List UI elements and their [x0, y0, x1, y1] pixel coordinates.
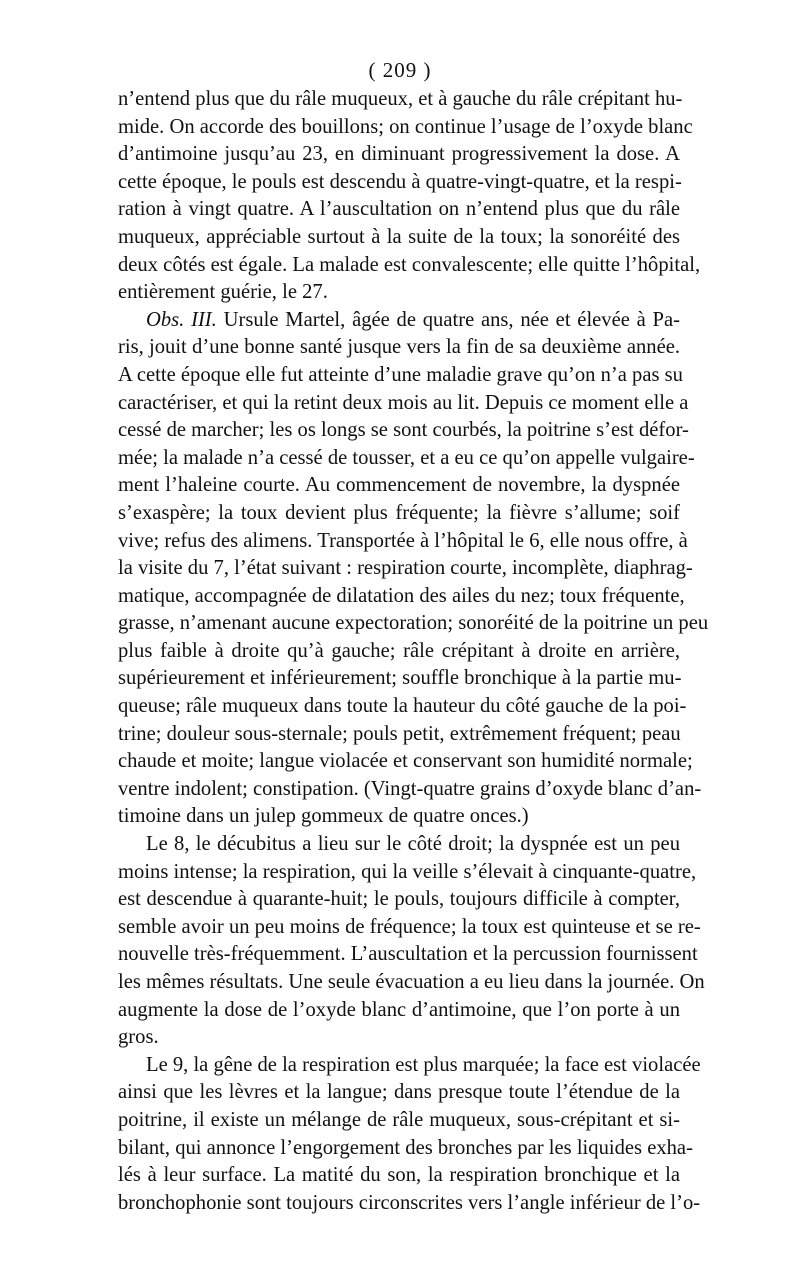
text-line: mide. On accorde des bouillons; on continue l’usage de l’oxyde blanc — [118, 115, 693, 138]
text-line: ris, jouit d’une bonne santé jusque vers la fin de sa deuxième année. — [118, 336, 680, 359]
text-line: muqueux, appréciable surtout à la suite de la toux; la sonoréité des — [118, 225, 680, 248]
text-line: moins intense; la respiration, qui la veille s’élevait à cinquante-quatre, — [118, 860, 697, 883]
text-line: queuse; râle muqueux dans toute la hauteur du côté gauche de la poi- — [118, 695, 687, 718]
text-line: n’entend plus que du râle muqueux, et à gauche du râle crépitant hu- — [118, 88, 683, 110]
text-line: chaude et moite; langue violacée et conservant son humidité normale; — [118, 750, 693, 773]
text-line: vive; refus des alimens. Transportée à l’hôpital le 6, elle nous offre, à — [118, 529, 688, 552]
text-line: lés à leur surface. La matité du son, la respiration bronchique et la — [118, 1164, 680, 1187]
text-line: ment l’haleine courte. Au commencement de novembre, la dyspnée — [118, 474, 680, 497]
text-line: gros. — [118, 1026, 159, 1049]
text-line: semble avoir un peu moins de fréquence; la toux est quinteuse et se re- — [118, 915, 701, 938]
text-line: nouvelle très-fréquemment. L’auscultation et la percussion fournissent — [118, 943, 698, 966]
paragraph-continuation — [118, 86, 701, 307]
text-line: est descendue à quarante-huit; le pouls, toujours difficile à compter, — [118, 888, 680, 911]
text-line: mée; la malade n’a cessé de tousser, et a eu ce qu’on appelle vulgaire- — [118, 446, 695, 469]
text-line: caractériser, et qui la retint deux mois au lit. Depuis ce moment elle a — [118, 391, 689, 414]
text-line: ration à vingt quatre. A l’auscultation on n’entend plus que du râle — [118, 198, 680, 221]
text-line: matique, accompagnée de dilatation des ailes du nez; toux fréquente, — [118, 584, 685, 607]
body-text — [118, 86, 709, 1217]
text-line: plus faible à droite qu’à gauche; râle crépitant à droite en arrière, — [118, 639, 680, 662]
text-line: d’antimoine jusqu’au 23, en diminuant progressivement la dose. A — [118, 143, 680, 166]
text-line: supérieurement et inférieurement; souffle bronchique à la partie mu- — [118, 667, 682, 690]
text-line: Le 9, la gêne de la respiration est plus marquée; la face est violacée — [146, 1053, 701, 1076]
text-line-first — [118, 307, 680, 335]
paragraph-day-8 — [118, 831, 705, 1052]
text-line: deux côtés est égale. La malade est convalescente; elle quitte l’hôpital, — [118, 253, 701, 276]
text-line: timoine dans un julep gommeux de quatre onces.) — [118, 805, 529, 828]
text-line: Le 8, le décubitus a lieu sur le côté droit; la dyspnée est un peu — [146, 833, 680, 856]
text-line: cessé de marcher; les os longs se sont courbés, la poitrine s’est défor- — [118, 419, 689, 442]
page-number: ( 209 ) — [368, 58, 432, 82]
text-line: trine; douleur sous-sternale; pouls petit, extrêmement fréquent; peau — [118, 722, 681, 745]
text-line: ventre indolent; constipation. (Vingt-quatre grains d’oxyde blanc d’an- — [118, 777, 702, 800]
text-line: ainsi que les lèvres et la langue; dans presque toute l’étendue de la — [118, 1081, 680, 1104]
text-line: augmente la dose de l’oxyde blanc d’antimoine, que l’on porte à un — [118, 998, 680, 1021]
text-line: bilant, qui annonce l’engorgement des bronches par les liquides exha- — [118, 1136, 693, 1159]
text-line: grasse, n’amenant aucune expectoration; sonoréité de la poitrine un peu — [118, 612, 709, 635]
text-line: entièrement guérie, le 27. — [118, 281, 328, 304]
text-line: s’exaspère; la toux devient plus fréquente; la fièvre s’allume; soif — [118, 501, 680, 524]
text-line: A cette époque elle fut atteinte d’une maladie grave qu’on n’a pas su — [118, 363, 683, 386]
text-line: cette époque, le pouls est descendu à quatre-vingt-quatre, et la respi- — [118, 170, 682, 193]
paragraph-observation-3 — [118, 307, 709, 831]
text-line: bronchophonie sont toujours circonscrites vers l’angle inférieur de l’o- — [118, 1191, 701, 1214]
text-line: poitrine, il existe un mélange de râle muqueux, sous-crépitant et si- — [118, 1108, 680, 1131]
observation-label: Obs. III. — [146, 308, 217, 331]
text-line: la visite du 7, l’état suivant : respiration courte, incomplète, diaphrag- — [118, 557, 693, 580]
text-line: les mêmes résultats. Une seule évacuation a eu lieu dans la journée. On — [118, 971, 705, 993]
paragraph-day-9 — [118, 1052, 701, 1218]
observation-first-line: Ursule Martel, âgée de quatre ans, née et élevée à Pa- — [216, 308, 681, 331]
